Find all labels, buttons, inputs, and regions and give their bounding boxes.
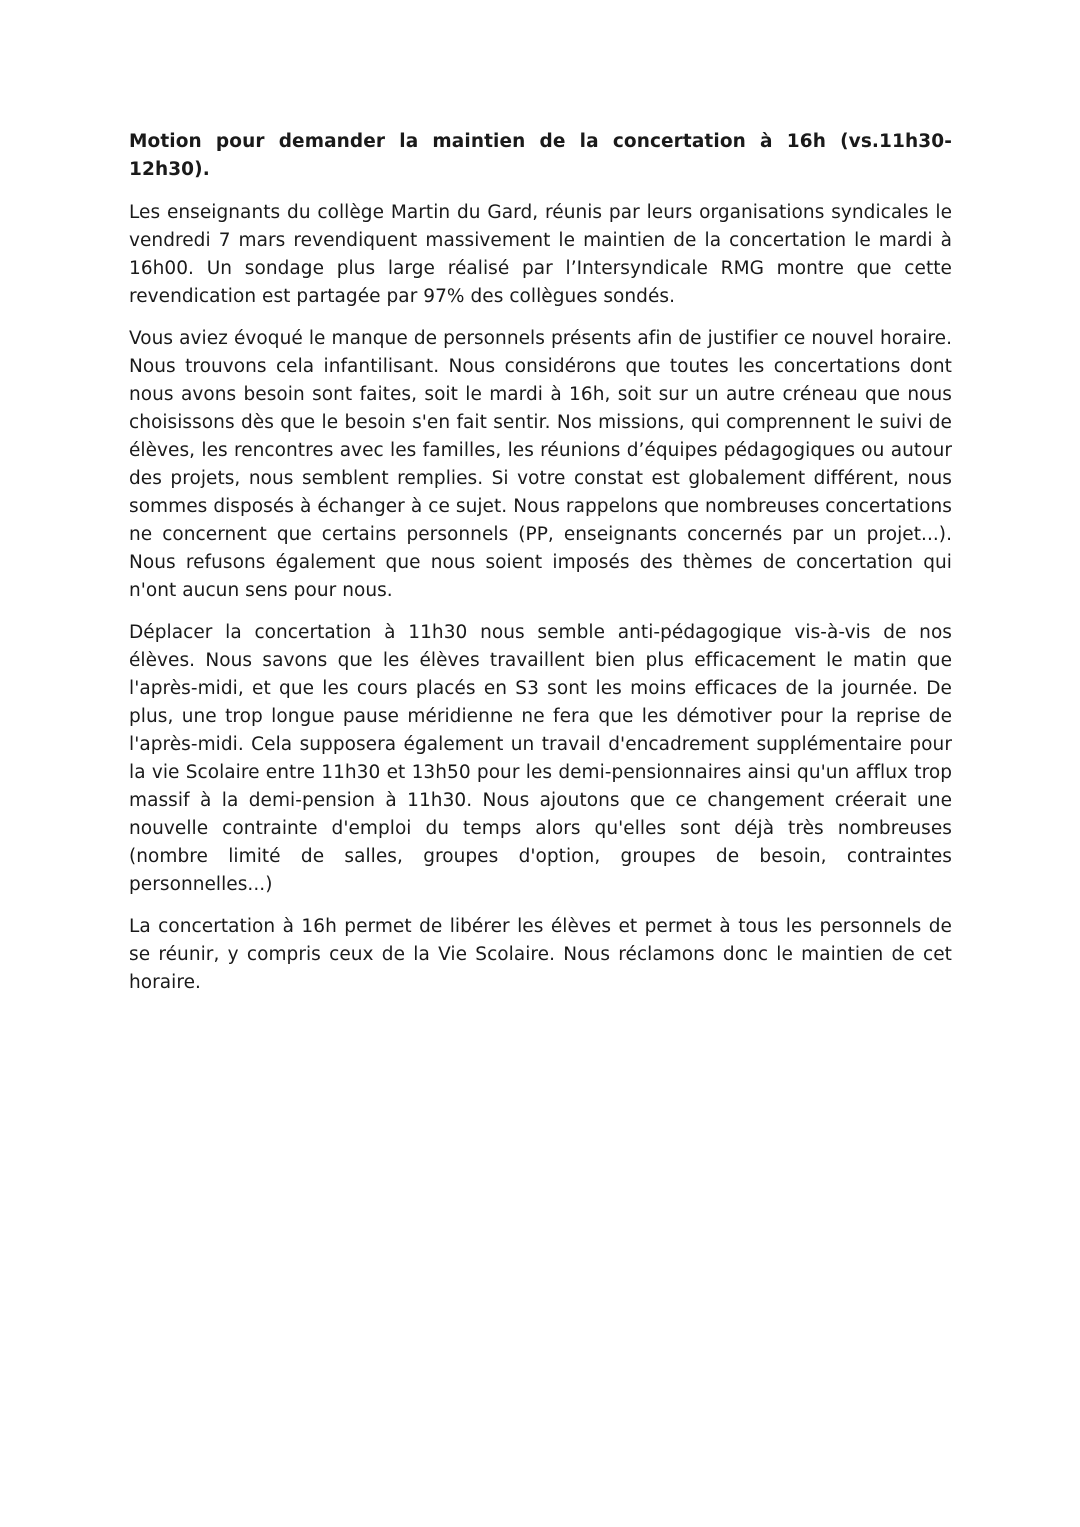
paragraph-personnels: Vous aviez évoqué le manque de personnels présents afin de justifier ce nouvel horaire. Nous trouvons cela infantilisant. Nous considérons que toutes les concertations dont nous avons besoin sont faites, soit le mardi à 16h, soit sur un autre créneau que nous choisissons dès que le besoin s'en fait sentir. Nos missions, qui comprennent le suivi de élèves, les rencontres avec les familles, les réunions d’équipes pédagogiques ou autour des projets, nous semblent remplies. Si votre constat est globalement différent, nous sommes disposés à échanger à ce sujet. Nous rappelons que nombreuses concertations ne concernent que certains personnels (PP, enseignants concernés par un projet...). Nous refusons également que nous soient imposés des thèmes de concertation qui n'ont aucun sens pour nous. (129, 328, 952, 601)
paragraph-pedagogie: Déplacer la concertation à 11h30 nous semble anti-pédagogique vis-à-vis de nos élèves. Nous savons que les élèves travaillent bien plus efficacement le matin que l'après-midi, et que les cours placés en S3 sont les moins efficaces de la journée. De plus, une trop longue pause méridienne ne fera que les démotiver pour la reprise de l'après-midi. Cela supposera également un travail d'encadrement supplémentaire pour la vie Scolaire entre 11h30 et 13h50 pour les demi-pensionnaires ainsi qu'un afflux trop massif à la demi-pension à 11h30. Nous ajoutons que ce changement créerait une nouvelle contrainte d'emploi du temps alors qu'elles sont déjà très nombreuses (nombre limité de salles, groupes d'option, groupes de besoin, contraintes personnelles...) (129, 622, 952, 895)
document-title: Motion pour demander la maintien de la concertation à 16h (vs.11h30-12h30). (129, 131, 952, 180)
document-body (129, 128, 952, 1011)
paragraph-conclusion: La concertation à 16h permet de libérer les élèves et permet à tous les personnels de se réunir, y compris ceux de la Vie Scolaire. Nous réclamons donc le maintien de cet horaire. (129, 916, 952, 993)
paragraph-intro: Les enseignants du collège Martin du Gard, réunis par leurs organisations syndicales le vendredi 7 mars revendiquent massivement le maintien de la concertation le mardi à 16h00. Un sondage plus large réalisé par l’Intersyndicale RMG montre que cette revendication est partagée par 97% des collègues sondés. (129, 202, 952, 307)
